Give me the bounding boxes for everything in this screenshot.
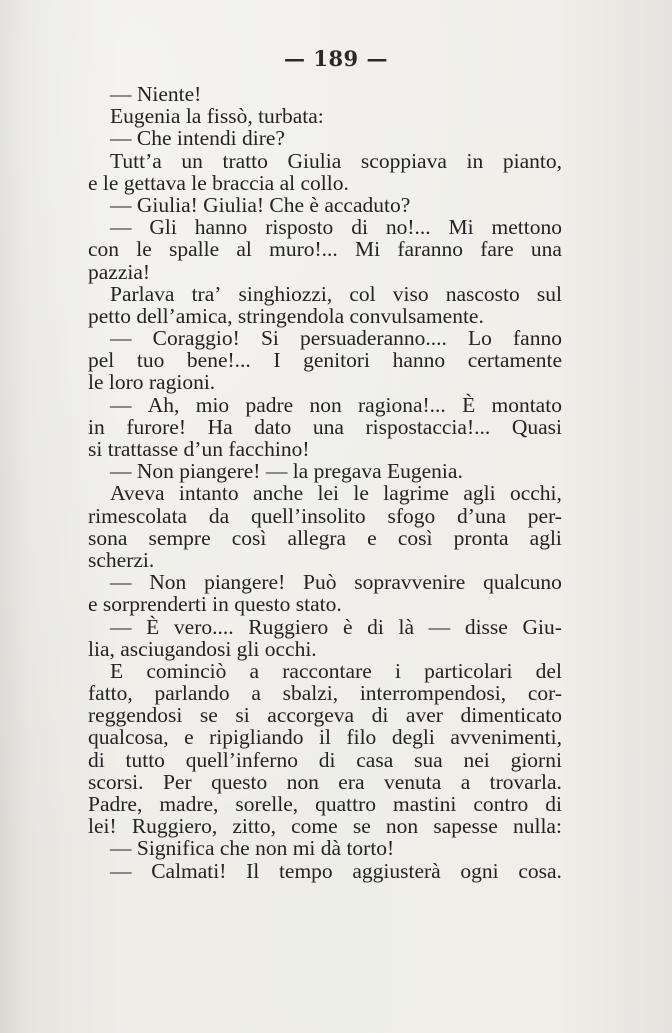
- text-line: pazzia!: [88, 259, 151, 284]
- text-line: scherzi.: [88, 547, 155, 572]
- text-line: Eugenia la fissò, turbata:: [110, 104, 324, 129]
- text-line: sona sempre così allegra e così pronta agli: [88, 525, 562, 550]
- text-line: Parlava tra’ singhiozzi, col viso nascosto sul: [110, 281, 562, 306]
- text-line: e sorprenderti in questo stato.: [88, 592, 342, 617]
- text-line: — Significa che non mi dà torto!: [110, 836, 395, 861]
- page-number: — 189 —: [284, 46, 388, 71]
- text-line: scorsi. Per questo non era venuta a trovarla.: [88, 769, 562, 794]
- text-line: lei! Ruggiero, zitto, come se non sapesse nulla:: [88, 814, 562, 839]
- body-text: [88, 83, 562, 882]
- text-line: qualcosa, e ripigliando il filo degli avvenimenti,: [88, 725, 562, 750]
- text-line: Aveva intanto anche lei le lagrime agli occhi,: [110, 481, 562, 506]
- text-line: reggendosi se si accorgeva di aver dimenticato: [88, 703, 562, 728]
- text-line: — Ah, mio padre non ragiona!... È montato: [110, 392, 562, 417]
- text-line: — È vero.... Ruggiero è di là — disse Giu-: [110, 614, 562, 639]
- text-line: di tutto quell’inferno di casa sua nei giorni: [88, 747, 562, 772]
- text-line: in furore! Ha dato una rispostaccia!... Quasi: [88, 414, 562, 439]
- text-line: E cominciò a raccontare i particolari del: [110, 658, 562, 683]
- text-line: — Non piangere! — la pregava Eugenia.: [110, 459, 463, 484]
- text-line: le loro ragioni.: [88, 370, 216, 395]
- text-line: — Niente!: [110, 82, 202, 106]
- text-line: Tutt’a un tratto Giulia scoppiava in pianto,: [110, 148, 562, 173]
- text-line: — Gli hanno risposto di no!... Mi mettono: [110, 215, 562, 240]
- text-line: petto dell’amica, stringendola convulsamente.: [88, 303, 484, 328]
- text-line: con le spalle al muro!... Mi faranno fare una: [88, 237, 562, 262]
- text-line: — Calmati! Il tempo aggiusterà ogni cosa.: [110, 858, 562, 883]
- text-line: rimescolata da quell’insolito sfogo d’una per-: [88, 503, 562, 528]
- text-line: — Giulia! Giulia! Che è accaduto?: [110, 192, 411, 217]
- text-line: Padre, madre, sorelle, quattro mastini contro di: [88, 792, 562, 816]
- text-line: pel tuo bene!... I genitori hanno certamente: [88, 348, 562, 373]
- text-line: e le gettava le braccia al collo.: [88, 170, 349, 195]
- text-line: fatto, parlando a sbalzi, interrompendosi, cor-: [88, 681, 562, 706]
- text-line: — Non piangere! Può sopravvenire qualcuno: [110, 570, 562, 595]
- text-line: — Che intendi dire?: [110, 126, 285, 151]
- text-line: lia, asciugandosi gli occhi.: [88, 636, 317, 661]
- text-line: si trattasse d’un facchino!: [88, 437, 310, 461]
- text-line: — Coraggio! Si persuaderanno.... Lo fanno: [110, 326, 562, 351]
